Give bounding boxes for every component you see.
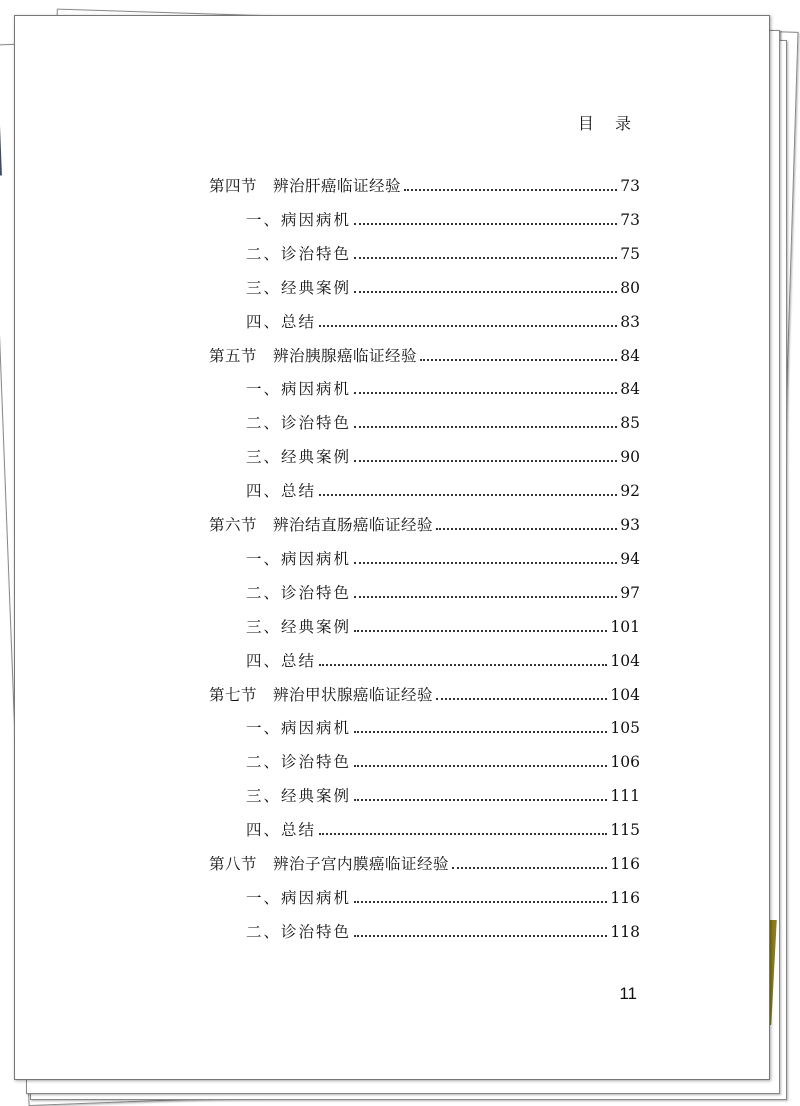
entry-page-number: 92 <box>620 482 640 501</box>
running-header: 目 录 <box>577 114 639 133</box>
toc-subsection-entry[interactable] <box>246 886 640 910</box>
toc-subsection-entry[interactable] <box>246 276 640 300</box>
entry-title: 三、经典案例 <box>246 787 352 806</box>
entry-page-number: 75 <box>620 244 640 263</box>
entry-page-number: 83 <box>620 312 640 331</box>
page-number: 11 <box>619 984 637 1003</box>
entry-page-number: 115 <box>610 821 640 840</box>
entry-page-number: 97 <box>620 583 640 602</box>
entry-page-number: 104 <box>610 685 640 704</box>
toc-subsection-entry[interactable] <box>246 615 640 639</box>
dot-leader <box>354 459 617 462</box>
toc-subsection-entry[interactable] <box>246 581 640 605</box>
dot-leader <box>319 493 617 496</box>
entry-title: 一、病因病机 <box>246 380 352 399</box>
entry-page-number: 73 <box>620 210 640 229</box>
dot-leader <box>420 358 617 361</box>
dot-leader <box>354 391 617 394</box>
toc-section-entry[interactable] <box>209 852 640 876</box>
entry-title: 二、诊治特色 <box>246 244 352 263</box>
entry-page-number: 104 <box>610 651 640 670</box>
dot-leader <box>319 663 607 666</box>
entry-page-number: 84 <box>620 346 640 365</box>
entry-page-number: 94 <box>620 549 640 568</box>
toc-subsection-entry[interactable] <box>246 716 640 740</box>
toc-subsection-entry[interactable] <box>246 784 640 808</box>
dot-leader <box>354 256 617 259</box>
entry-title: 第七节 辨治甲状腺癌临证经验 <box>209 685 434 704</box>
entry-page-number: 101 <box>610 617 640 636</box>
toc-section-entry[interactable] <box>209 683 640 707</box>
dot-leader <box>319 324 617 327</box>
cover-edge <box>0 55 2 175</box>
entry-page-number: 90 <box>620 448 640 467</box>
dot-leader <box>354 629 607 632</box>
dot-leader <box>354 222 617 225</box>
dot-leader <box>354 561 617 564</box>
entry-page-number: 84 <box>620 380 640 399</box>
toc-subsection-entry[interactable] <box>246 547 640 571</box>
toc-subsection-entry[interactable] <box>246 649 640 673</box>
toc-subsection-entry[interactable] <box>246 818 640 842</box>
entry-page-number: 116 <box>610 855 640 873</box>
toc-subsection-entry[interactable] <box>246 479 640 503</box>
document-page <box>14 15 770 1080</box>
toc-subsection-entry[interactable] <box>246 208 640 232</box>
dot-leader <box>354 425 617 428</box>
entry-title: 二、诊治特色 <box>246 583 352 602</box>
entry-title: 第五节 辨治胰腺癌临证经验 <box>209 346 418 365</box>
dot-leader <box>452 866 607 869</box>
toc-subsection-entry[interactable] <box>246 377 640 401</box>
entry-title: 一、病因病机 <box>246 210 352 229</box>
entry-page-number: 116 <box>610 888 640 907</box>
entry-page-number: 73 <box>620 177 640 195</box>
entry-title: 一、病因病机 <box>246 549 352 568</box>
toc-section-entry[interactable] <box>209 344 640 368</box>
entry-title: 一、病因病机 <box>246 719 352 738</box>
entry-title: 第四节 辨治肝癌临证经验 <box>209 177 402 195</box>
entry-title: 二、诊治特色 <box>246 753 352 772</box>
entry-title: 二、诊治特色 <box>246 922 352 941</box>
entry-title: 三、经典案例 <box>246 448 352 467</box>
dot-leader <box>354 934 607 937</box>
toc-subsection-entry[interactable] <box>246 445 640 469</box>
dot-leader <box>436 697 607 700</box>
entry-page-number: 105 <box>610 719 640 738</box>
entry-title: 一、病因病机 <box>246 888 352 907</box>
entry-page-number: 93 <box>620 516 640 534</box>
entry-page-number: 111 <box>610 787 640 806</box>
dot-leader <box>354 764 607 767</box>
entry-title: 第八节 辨治子宫内膜癌临证经验 <box>209 855 450 873</box>
dot-leader <box>354 900 607 903</box>
dot-leader <box>319 832 607 835</box>
entry-title: 三、经典案例 <box>246 617 352 636</box>
toc-section-entry[interactable] <box>209 174 640 198</box>
dot-leader <box>354 595 617 598</box>
dot-leader <box>354 798 607 801</box>
entry-page-number: 80 <box>620 278 640 297</box>
entry-title: 四、总结 <box>246 482 317 501</box>
dot-leader <box>436 527 617 530</box>
toc-subsection-entry[interactable] <box>246 310 640 334</box>
toc-subsection-entry[interactable] <box>246 920 640 944</box>
toc-section-entry[interactable] <box>209 513 640 537</box>
dot-leader <box>354 730 607 733</box>
entry-title: 二、诊治特色 <box>246 414 352 433</box>
toc-subsection-entry[interactable] <box>246 411 640 435</box>
entry-title: 四、总结 <box>246 312 317 331</box>
entry-page-number: 85 <box>620 414 640 433</box>
toc-subsection-entry[interactable] <box>246 242 640 266</box>
dot-leader <box>404 188 617 191</box>
entry-title: 四、总结 <box>246 821 317 840</box>
entry-page-number: 106 <box>610 753 640 772</box>
entry-page-number: 118 <box>610 922 640 941</box>
dot-leader <box>354 290 617 293</box>
entry-title: 四、总结 <box>246 651 317 670</box>
toc-subsection-entry[interactable] <box>246 750 640 774</box>
entry-title: 三、经典案例 <box>246 278 352 297</box>
entry-title: 第六节 辨治结直肠癌临证经验 <box>209 516 434 534</box>
